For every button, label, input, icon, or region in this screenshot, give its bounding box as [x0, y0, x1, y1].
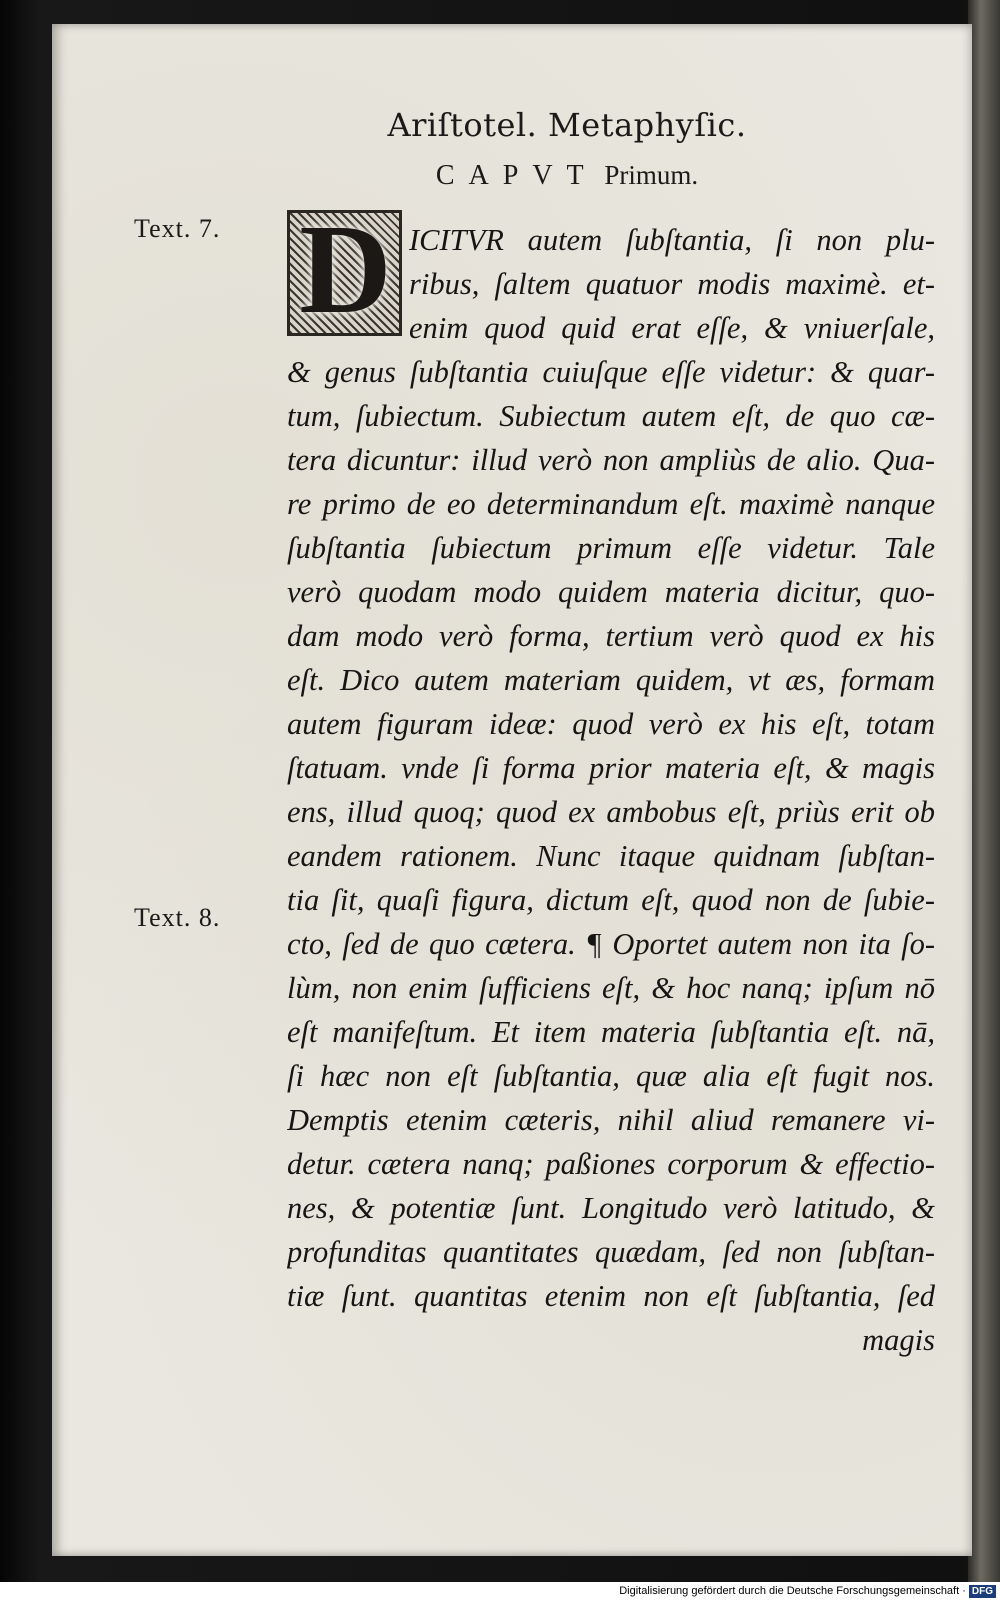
text-line: tera dicuntur: illud verò non ampliùs de alio. Qua-	[287, 443, 935, 477]
text-line: ſtatuam. vnde ſi forma prior materia eſt, & magis	[287, 751, 935, 785]
text-line: eſt manifeſtum. Et item materia ſubſtantia eſt. nā,	[287, 1015, 935, 1049]
text-line: ribus, ſaltem quatuor modis maximè. et-	[409, 267, 935, 301]
chapter-heading	[52, 160, 972, 192]
text-line: verò quodam modo quidem materia dicitur, quo-	[287, 575, 935, 609]
text-line: eandem rationem. Nunc itaque quidnam ſubſtan-	[287, 839, 935, 873]
text-line: eſt. Dico autem materiam quidem, vt æs, formam	[287, 663, 935, 697]
text-line: tiæ ſunt. quantitas etenim non eſt ſubſtantia, ſed	[287, 1279, 935, 1313]
text-line: profunditas quantitates quædam, ſed non ſubſtan-	[287, 1235, 935, 1269]
text-line: lùm, non enim ſufficiens eſt, & hoc nanq; ipſum nō	[287, 971, 935, 1005]
body-text	[287, 218, 935, 1362]
text-line: ſi hæc non eſt ſubſtantia, quæ alia eſt fugit nos.	[287, 1059, 935, 1093]
decorated-initial-letter: D	[299, 198, 392, 340]
chapter-caps: CAPVT	[435, 160, 598, 191]
text-line: cto, ſed de quo cætera. ¶ Oportet autem non ita ſo-	[287, 927, 935, 961]
text-line: tia ſit, quaſi figura, dictum eſt, quod non de ſubie-	[287, 883, 935, 917]
text-line: ICITVR autem ſubſtantia, ſi non plu-	[409, 223, 935, 257]
text-line: ſubſtantia ſubiectum primum eſſe videtur. Tale	[287, 531, 935, 565]
margin-note-text-8: Text. 8.	[134, 903, 221, 932]
text-line: tum, ſubiectum. Subiectum autem eſt, de quo cæ-	[287, 399, 935, 433]
text-line: re primo de eo determinandum eſt. maximè nanque	[287, 487, 935, 521]
text-line: dam modo verò forma, tertium verò quod ex his	[287, 619, 935, 653]
dfg-logo: DFG	[969, 1585, 996, 1598]
text-line: & genus ſubſtantia cuiuſque eſſe videtur: & quar-	[287, 355, 935, 389]
catchword: magis	[862, 1323, 935, 1357]
book-page	[52, 24, 972, 1556]
text-line: autem figuram ideæ: quod verò ex his eſt, totam	[287, 707, 935, 741]
footer-credit: Digitalisierung gefördert durch die Deutsche Forschungsgemeinschaft ·	[619, 1585, 966, 1597]
margin-note-text-7: Text. 7.	[134, 214, 221, 243]
text-line: enim quod quid erat eſſe, & vniuerſale,	[409, 311, 935, 345]
book-edge	[968, 0, 1000, 1582]
text-line: ens, illud quoq; quod ex ambobus eſt, priùs erit ob	[287, 795, 935, 829]
text-line: Demptis etenim cæteris, nihil aliud remanere vi-	[287, 1103, 935, 1137]
running-head: Ariſtotel. Metaphyſic.	[387, 106, 747, 144]
text-line: detur. cætera nanq; paßiones corporum & effectio-	[287, 1147, 935, 1181]
chapter-word: Primum.	[604, 160, 699, 190]
digitization-footer	[0, 1582, 1000, 1601]
text-line: nes, & potentiæ ſunt. Longitudo verò latitudo, &	[287, 1191, 935, 1225]
